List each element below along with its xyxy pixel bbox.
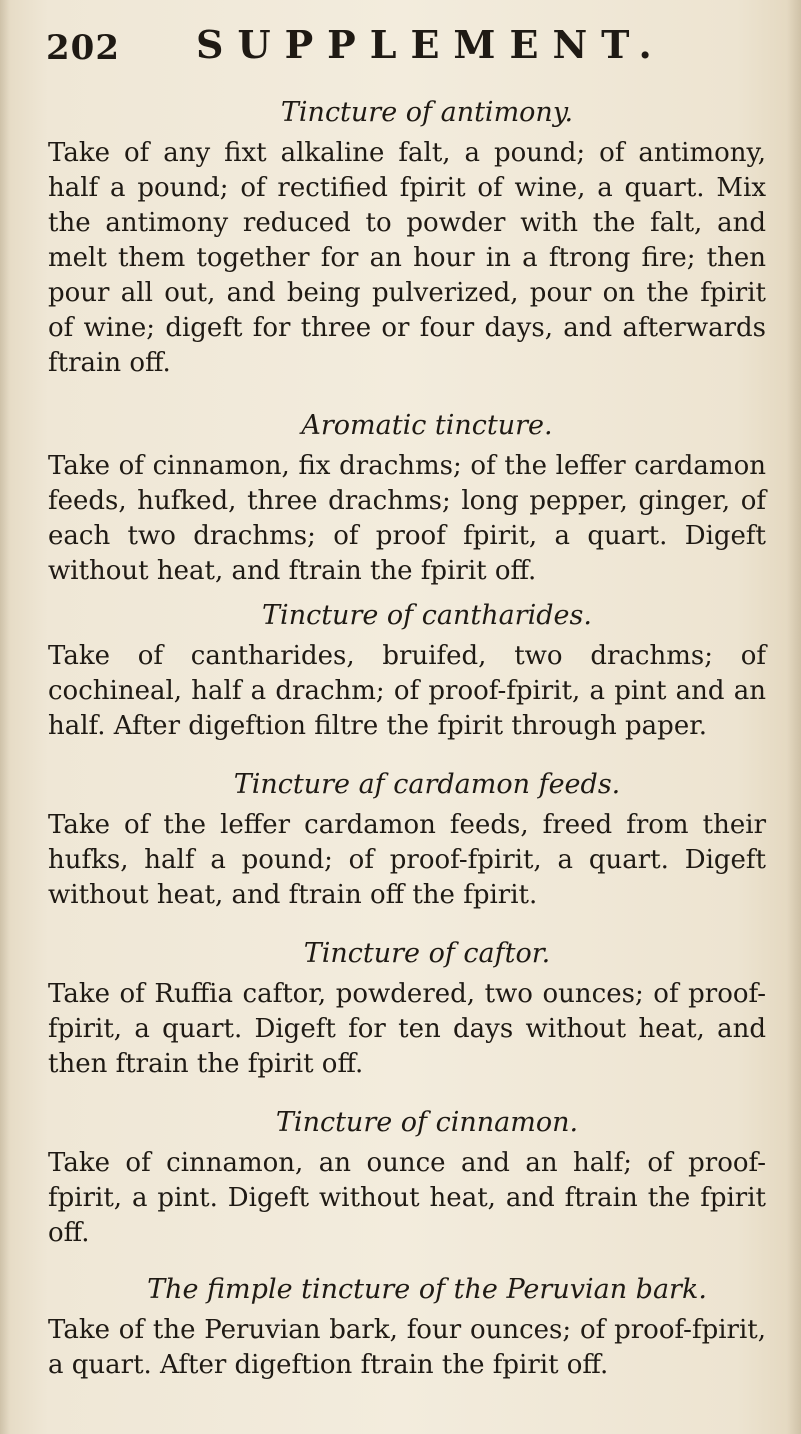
recipe-title: Tincture af cardamon feeds. (233, 769, 621, 800)
recipe-text: Take of cinnamon, an ounce and an half; of proof-fpirit, a pint. Digeft without heat, and ftrain the fpirit off. (48, 1148, 766, 1248)
running-head: SUPPLEMENT. (196, 22, 666, 67)
recipe-text: Take of Ruffia caftor, powdered, two ounces; of proof-fpirit, a quart. Digeft for ten days without heat, and then ftrain the fpirit off. (48, 979, 766, 1079)
recipe-title: Tincture of caftor. (303, 938, 551, 969)
recipe-section-castor (48, 935, 766, 1082)
recipe-section-cantharides (48, 597, 766, 744)
page-header (46, 14, 746, 74)
recipe-title: The fimple tincture of the Peruvian bark. (147, 1274, 707, 1305)
page-shadow-left (0, 0, 10, 1434)
recipe-text: Take of the Peruvian bark, four ounces; of proof-fpirit, a quart. After digeftion ftrain the fpirit off. (48, 1315, 766, 1380)
recipe-text: Take of cinnamon, fix drachms; of the leffer cardamon feeds, hufked, three drachms; long pepper, ginger, of each two drachms; of proof fpirit, a quart. Digeft without heat, and ftrain the fpirit off. (48, 451, 766, 586)
recipe-section-peruvian-bark (48, 1271, 766, 1383)
recipe-text: Take of any fixt alkaline falt, a pound; of antimony, half a pound; of rectified fpirit of wine, a quart. Mix the antimony reduced to powder with the falt, and melt them together for an hour in a ftrong fire; then pour all out, and being pulverized, pour on the fpirit of wine; digeft for three or four days, and afterwards ftrain off. (48, 138, 766, 378)
recipe-text: Take of cantharides, bruifed, two drachms; of cochineal, half a drachm; of proof-fpirit, a pint and an half. After digeftion filtre the fpirit through paper. (48, 641, 766, 741)
recipe-title: Tincture of cantharides. (262, 600, 592, 631)
page-number: 202 (46, 28, 120, 68)
recipe-section-cinnamon (48, 1104, 766, 1251)
recipe-section-antimony (48, 94, 766, 381)
page-content (48, 94, 766, 1383)
recipe-title: Tincture of antimony. (280, 97, 574, 128)
recipe-title: Aromatic tincture. (301, 410, 553, 441)
recipe-section-aromatic (48, 407, 766, 589)
recipe-text: Take of the leffer cardamon feeds, freed from their hufks, half a pound; of proof-fpirit, a quart. Digeft without heat, and ftrain off the fpirit. (48, 810, 766, 910)
recipe-title: Tincture of cinnamon. (275, 1107, 579, 1138)
page-shadow-right (787, 0, 801, 1434)
recipe-section-cardamon (48, 766, 766, 913)
